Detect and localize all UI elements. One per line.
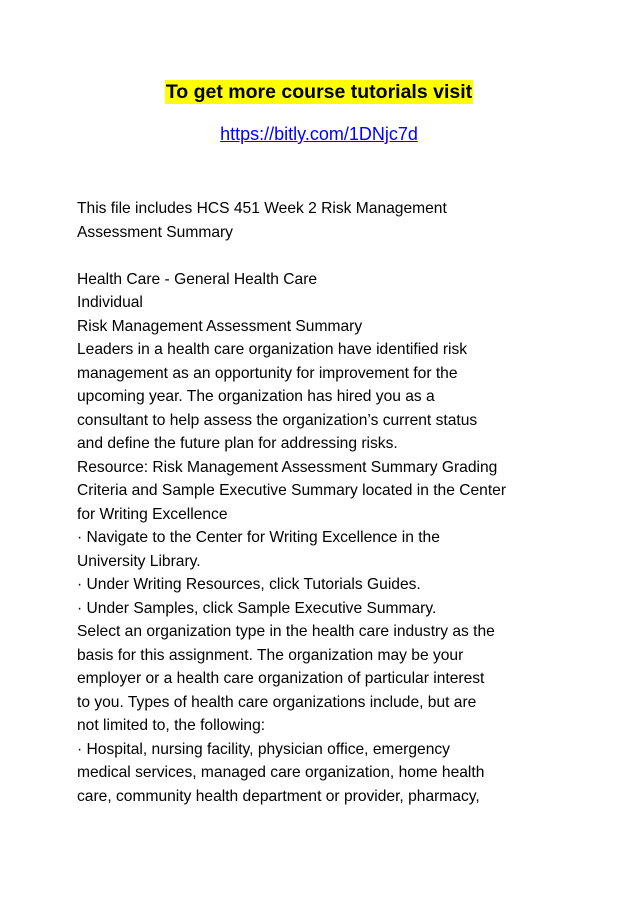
content-line: employer or a health care organization of particular interest — [77, 670, 485, 687]
content-line: management as an opportunity for improvement for the — [77, 364, 458, 382]
document-body — [77, 197, 577, 808]
content-line: to you. Types of health care organizations include, but are — [77, 693, 477, 711]
content-line: upcoming year. The organization has hired you as a — [77, 388, 435, 405]
bullet-line: · Hospital, nursing facility, physician office, emergency — [77, 740, 450, 758]
promo-title: To get more course tutorials visit — [165, 81, 473, 103]
content-line: Individual — [77, 294, 143, 311]
content-line: and define the future plan for addressing risks. — [77, 435, 398, 452]
content-line: basis for this assignment. The organization may be your — [77, 646, 464, 664]
content-line: Resource: Risk Management Assessment Summary Grading — [77, 458, 498, 476]
bullet-line: · Under Writing Resources, click Tutorials Guides. — [77, 576, 421, 593]
content-line: care, community health department or provider, pharmacy, — [77, 787, 480, 805]
content-line: not limited to, the following: — [77, 717, 266, 734]
content-line: Health Care - General Health Care — [77, 270, 318, 288]
paragraph-spacer — [77, 244, 577, 268]
promo-header — [0, 80, 638, 145]
content-line: medical services, managed care organization, home health — [77, 764, 485, 781]
content-line: University Library. — [77, 552, 201, 570]
intro-line: Assessment Summary — [77, 223, 233, 241]
intro-line: This file includes HCS 451 Week 2 Risk Management — [77, 200, 447, 217]
content-line: Risk Management Assessment Summary — [77, 317, 363, 335]
content-line: consultant to help assess the organization’s current status — [77, 411, 478, 429]
bullet-line: · Under Samples, click Sample Executive Summary. — [77, 599, 437, 617]
content-line: Select an organization type in the health care industry as the — [77, 623, 495, 640]
content-line: for Writing Excellence — [77, 505, 228, 523]
content-line: Leaders in a health care organization have identified risk — [77, 341, 468, 358]
bullet-line: · Navigate to the Center for Writing Excellence in the — [77, 529, 440, 546]
content-line: Criteria and Sample Executive Summary located in the Center — [77, 482, 507, 499]
promo-link[interactable]: https://bitly.com/1DNjc7d — [220, 124, 418, 144]
